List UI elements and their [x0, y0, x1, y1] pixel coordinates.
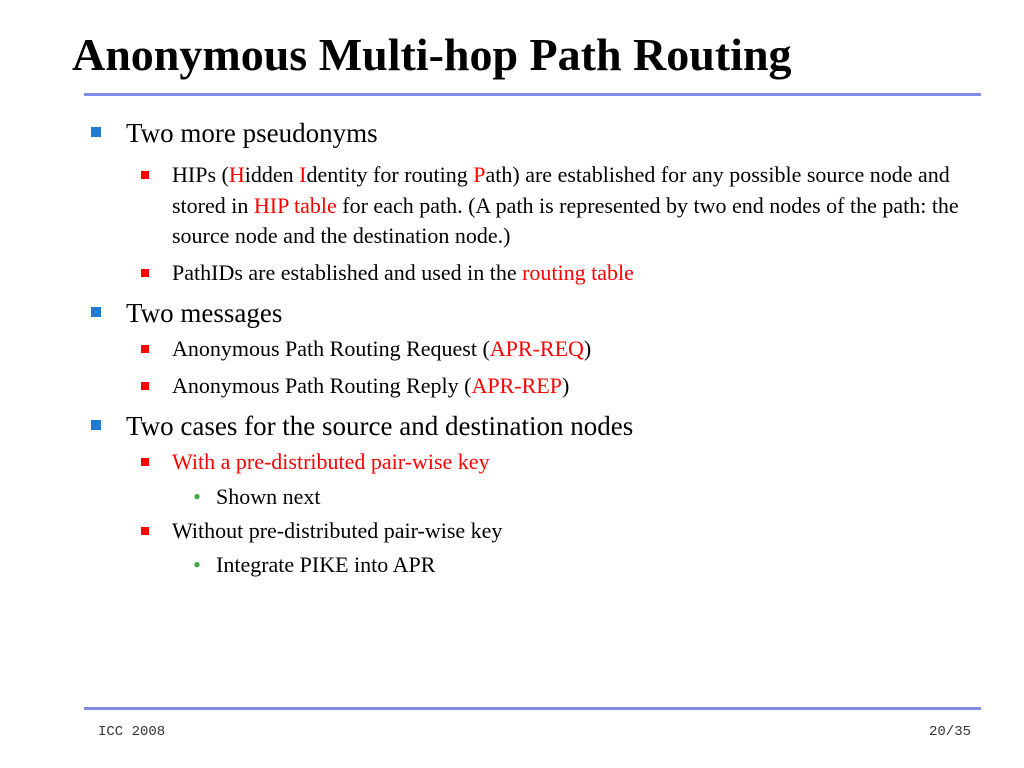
title-divider: [84, 93, 981, 96]
highlight-letter-h: H: [228, 162, 245, 187]
text-segment: for each path. (A path is represented by two end nodes of the path: the source node and the destination node.): [172, 192, 959, 248]
bullet-text: Two messages: [126, 298, 283, 328]
text-segment: HIPs (: [172, 162, 229, 187]
text-segment: PathIDs are established and used in the: [172, 259, 523, 285]
square-bullet-icon: [141, 458, 149, 466]
highlight-routing-table: routing table: [522, 259, 634, 285]
footer-divider: [84, 707, 981, 710]
text-segment: Anonymous Path Routing Request (: [172, 336, 490, 361]
bullet-two-messages: [86, 292, 966, 334]
sub-sub-bullet-shown-next: [86, 478, 966, 516]
dot-bullet-icon: •: [193, 552, 201, 577]
square-bullet-icon: [141, 527, 149, 535]
text-segment: Anonymous Path Routing Reply (: [172, 372, 472, 398]
sub-bullet-with-key: [86, 447, 966, 478]
square-bullet-icon: [141, 345, 149, 353]
square-bullet-icon: [91, 420, 101, 430]
text-segment: ): [561, 372, 570, 398]
text-segment: Integrate PIKE into APR: [216, 552, 436, 577]
square-bullet-icon: [91, 307, 101, 317]
text-segment: ): [583, 336, 592, 361]
highlight-hip-table: HIP table: [253, 192, 337, 218]
square-bullet-icon: [141, 269, 149, 277]
sub-bullet-without-key: [86, 516, 966, 547]
text-segment: dentity for routing: [306, 162, 474, 187]
sub-bullet-apr-rep: [86, 371, 966, 402]
dot-bullet-icon: •: [193, 483, 201, 509]
text-segment: ath) are established for any possible source node and stored in: [172, 162, 950, 218]
square-bullet-icon: [91, 127, 101, 137]
sub-sub-bullet-pike: [86, 546, 966, 584]
bullet-text: Two cases for the source and destination nodes: [126, 411, 634, 441]
highlight-letter-p: P: [473, 162, 486, 187]
bullet-two-more-pseudonyms: [86, 112, 966, 154]
square-bullet-icon: [141, 171, 149, 179]
square-bullet-icon: [141, 382, 149, 390]
bullet-list: [86, 112, 966, 584]
bullet-text: Two more pseudonyms: [126, 118, 378, 148]
slide-title: Anonymous Multi-hop Path Routing: [72, 29, 792, 80]
footer-page-number: 20/35: [928, 724, 971, 740]
text-segment: Shown next: [216, 483, 321, 509]
highlight-letter-i: I: [299, 162, 307, 187]
highlight-apr-rep: APR-REP: [471, 372, 562, 398]
bullet-two-cases: [86, 405, 966, 447]
text-segment: With a pre-distributed pair-wise key: [172, 449, 490, 474]
sub-bullet-hips: [86, 160, 962, 252]
text-segment: idden: [244, 162, 300, 187]
footer-conference: ICC 2008: [98, 724, 166, 740]
sub-bullet-pathids: [86, 258, 966, 289]
sub-bullet-apr-req: [86, 334, 966, 365]
text-segment: Without pre-distributed pair-wise key: [172, 517, 503, 543]
highlight-apr-req: APR-REQ: [489, 336, 584, 361]
